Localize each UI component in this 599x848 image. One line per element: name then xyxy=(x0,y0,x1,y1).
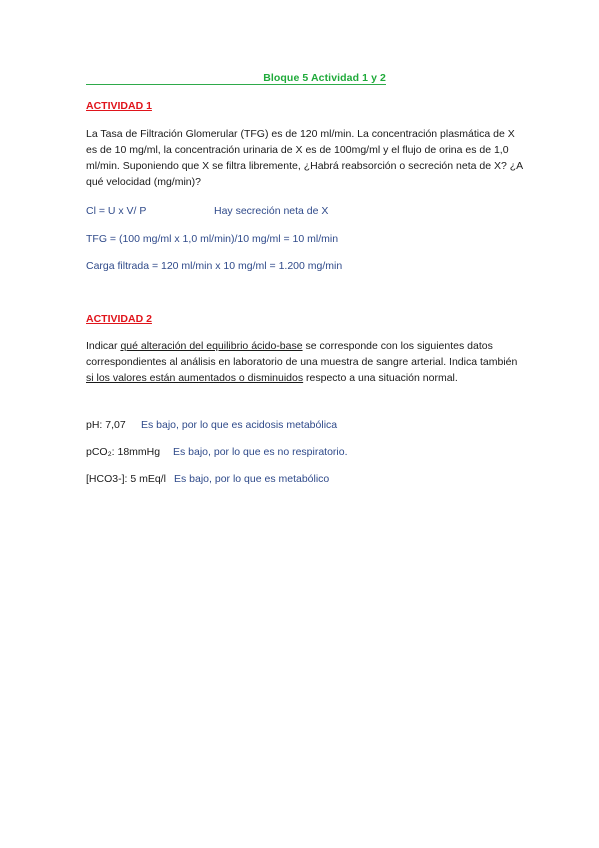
question-text-2: se corresponde con los siguientes datos correspondientes al análisis en laboratorio de una muestra de sangre arterial. Indica también xyxy=(86,340,518,368)
hco3-row xyxy=(86,472,166,486)
actividad-2-question xyxy=(86,338,526,386)
hco3-label: [HCO3-]: 5 mEq/l xyxy=(86,473,166,485)
ph-answer: Es bajo, por lo que es acidosis metabólica xyxy=(141,419,338,431)
actividad-1-heading: ACTIVIDAD 1 xyxy=(86,100,152,112)
formula-text: Cl = U x V/ P xyxy=(86,205,147,217)
question-text-1: Indicar xyxy=(86,340,121,352)
hco3-answer: Es bajo, por lo que es metabólico xyxy=(174,473,330,485)
question-emphasis-1: qué alteración del equilibrio ácido-base xyxy=(120,340,303,352)
clearance-formula xyxy=(86,204,146,218)
pco2-row xyxy=(86,445,160,459)
actividad-1-answer: Hay secreción neta de X xyxy=(214,205,329,217)
document-title: Bloque 5 Actividad 1 y 2 xyxy=(263,72,386,84)
ph-row xyxy=(86,418,126,432)
question-text-3: respecto a una situación normal. xyxy=(303,372,458,384)
pco2-answer: Es bajo, por lo que es no respiratorio. xyxy=(173,446,348,458)
title-underline xyxy=(86,84,386,85)
tfg-calculation: TFG = (100 mg/ml x 1,0 ml/min)/10 mg/ml = 10 ml/min xyxy=(86,233,339,245)
actividad-1-question: La Tasa de Filtración Glomerular (TFG) es de 120 ml/min. La concentración plasmática de X es de 10 mg/ml, la concentración urinaria de X es de 100mg/ml y el flujo de orina es de 1,0 ml/min. Suponiendo que X se filtra libremente, ¿Habrá reabsorción o secreción neta de X? ¿A qué velocidad (mg/min)? xyxy=(86,128,523,188)
pco2-label: pCO₂: 18mmHg xyxy=(86,446,161,458)
ph-label: pH: 7,07 xyxy=(86,419,126,431)
question-emphasis-2: si los valores están aumentados o disminuidos xyxy=(86,372,304,384)
actividad-2-heading: ACTIVIDAD 2 xyxy=(86,313,152,325)
carga-filtrada-calculation: Carga filtrada = 120 ml/min x 10 mg/ml = 1.200 mg/min xyxy=(86,260,343,272)
